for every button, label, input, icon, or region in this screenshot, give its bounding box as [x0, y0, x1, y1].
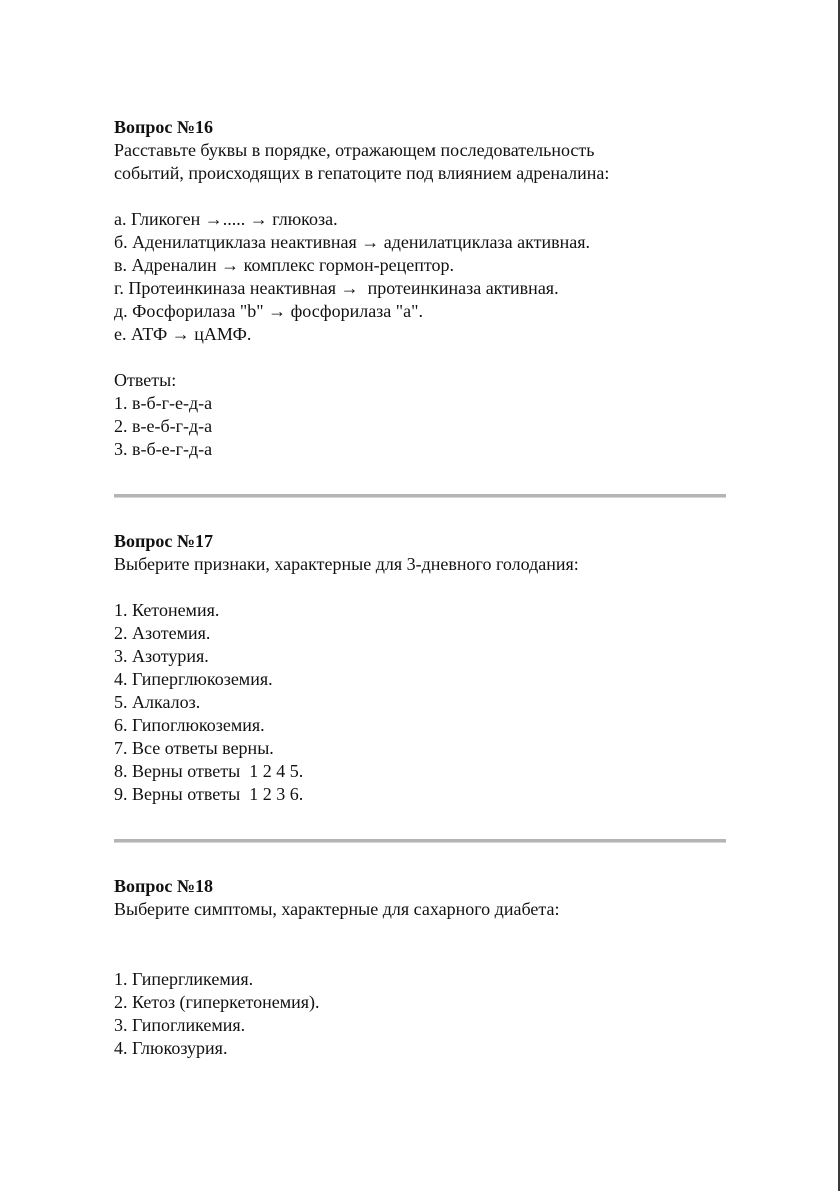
question-16-text-line-1: Расставьте буквы в порядке, отражающем последовательность	[114, 140, 595, 160]
question-17-title: Вопрос №17	[114, 531, 213, 551]
question-18-item-4: 4. Глюкозурия.	[114, 1038, 228, 1058]
question-16-answers-label: Ответы:	[114, 370, 177, 390]
question-17-item-6: 6. Гипоглюкоземия.	[114, 715, 265, 735]
question-16-item-e: е. АТФ → цАМФ.	[114, 324, 252, 344]
question-17-item-1: 1. Кетонемия.	[114, 600, 220, 620]
question-16-item-b: б. Аденилатциклаза неактивная → аденилатциклаза активная.	[114, 232, 591, 252]
question-16	[114, 116, 726, 461]
question-17-text: Выберите признаки, характерные для 3-дневного голодания:	[114, 554, 579, 574]
question-16-item-d: д. Фосфорилаза "b" → фосфорилаза "а".	[114, 301, 423, 321]
question-17-item-7: 7. Все ответы верны.	[114, 738, 274, 758]
question-17-item-4: 4. Гиперглюкоземия.	[114, 669, 273, 689]
question-16-text-line-2: событий, происходящих в гепатоците под влиянием адреналина:	[114, 163, 610, 183]
question-16-item-g: г. Протеинкиназа неактивная → протеинкиназа активная.	[114, 278, 559, 298]
question-16-answer-3: 3. в-б-е-г-д-а	[114, 439, 213, 459]
question-16-answer-1: 1. в-б-г-е-д-а	[114, 393, 213, 413]
question-16-answer-2: 2. в-е-б-г-д-а	[114, 416, 213, 436]
question-16-item-v: в. Адреналин → комплекс гормон-рецептор.	[114, 255, 454, 275]
question-18-text: Выберите симптомы, характерные для сахарного диабета:	[114, 899, 560, 919]
section-divider	[114, 839, 726, 843]
question-16-title: Вопрос №16	[114, 117, 213, 137]
question-18	[114, 875, 726, 1060]
question-17-item-5: 5. Алкалоз.	[114, 692, 201, 712]
section-divider	[114, 494, 726, 498]
question-18-item-1: 1. Гипергликемия.	[114, 969, 254, 989]
question-18-item-3: 3. Гипогликемия.	[114, 1015, 246, 1035]
question-18-title: Вопрос №18	[114, 876, 213, 896]
question-17	[114, 530, 726, 806]
question-17-item-3: 3. Азотурия.	[114, 646, 209, 666]
question-18-item-2: 2. Кетоз (гиперкетонемия).	[114, 992, 320, 1012]
question-17-item-2: 2. Азотемия.	[114, 623, 211, 643]
question-16-item-a: а. Гликоген →..... → глюкоза.	[114, 209, 338, 229]
question-17-item-9: 9. Верны ответы 1 2 3 6.	[114, 784, 304, 804]
question-17-item-8: 8. Верны ответы 1 2 4 5.	[114, 761, 304, 781]
